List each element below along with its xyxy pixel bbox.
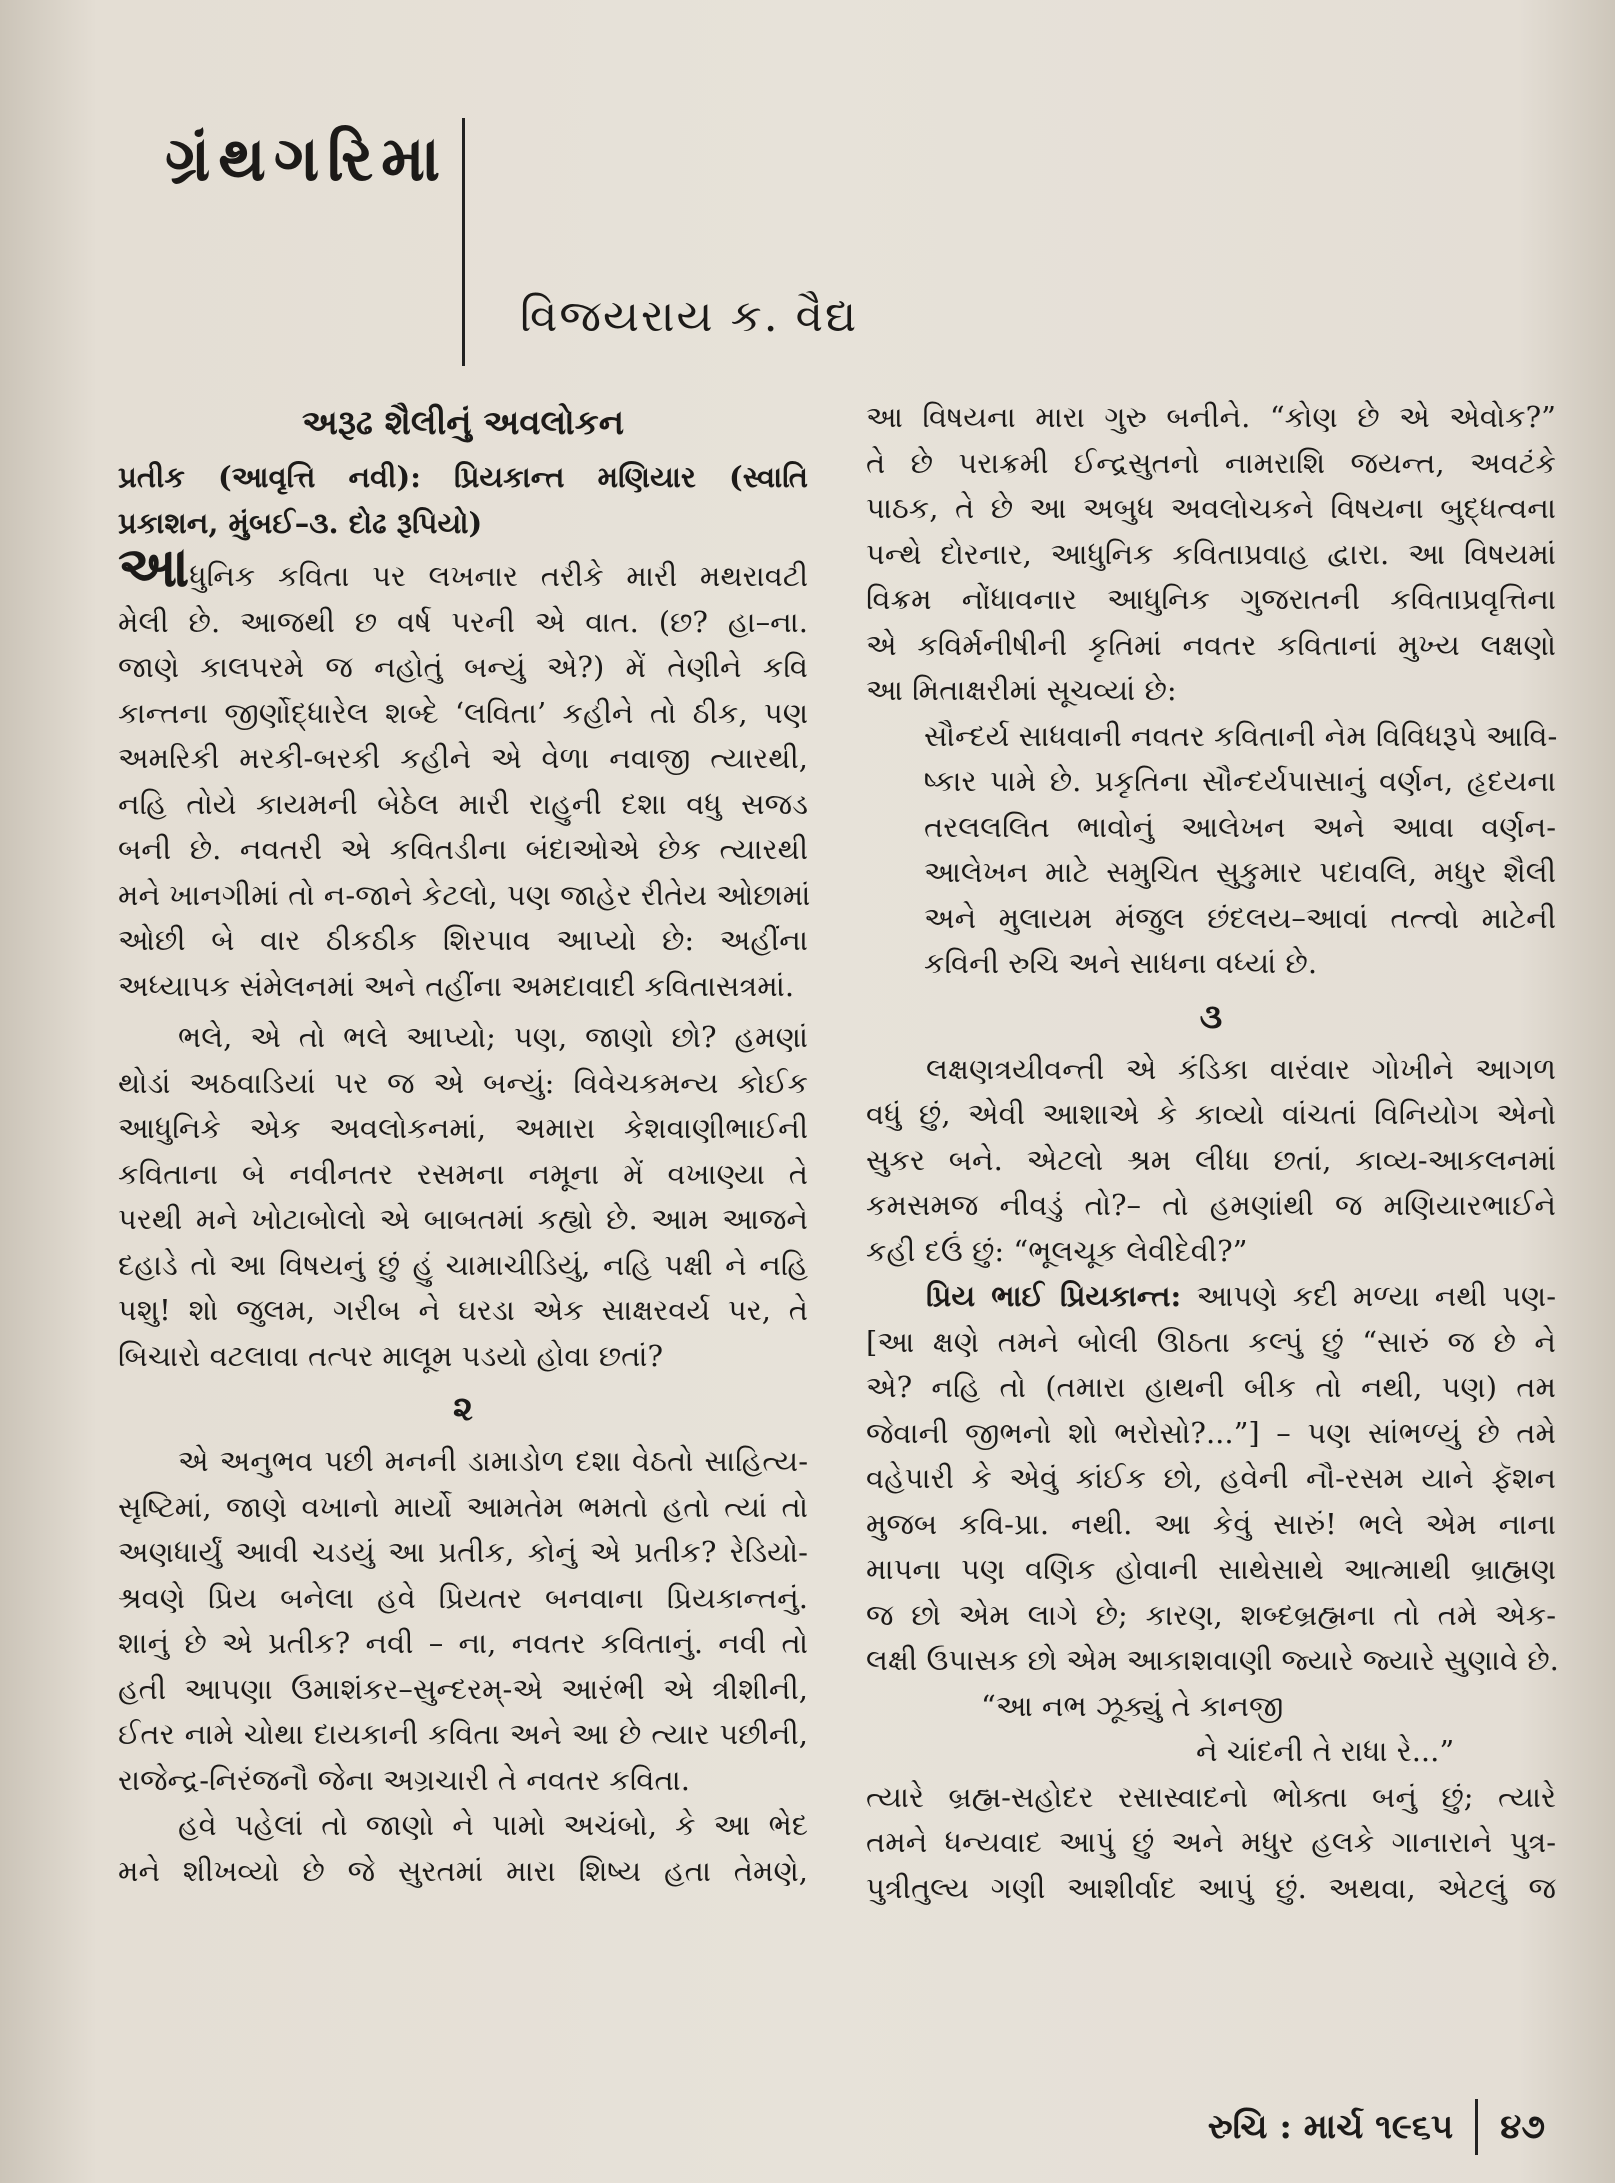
line-text: બિચારો વટલાવા તત્પર માલૂમ પડયો હોવા છતાં? bbox=[118, 1338, 664, 1373]
drop-cap: આ bbox=[118, 534, 190, 600]
left-column bbox=[118, 395, 811, 1894]
line-text: ધુનિક કવિતા પર લખનાર તરીકે મારી મથરાવટી bbox=[189, 559, 808, 593]
text-line bbox=[118, 1485, 808, 1531]
article-title: અરૂઢ શૈલીનું અવલોકન bbox=[301, 403, 625, 443]
page-footer bbox=[1208, 2099, 1545, 2155]
line-text: નહિ તોયે કાયમની બેઠેલ મારી રાહુની દશા વધુ સજડ bbox=[118, 786, 808, 821]
line-text: આલેખન માટે સમુચિત સુકુમાર પદાવલિ, મધુર શૈલી bbox=[924, 855, 1556, 889]
line-text: મુજબ કવિ-પ્રા. નથી. આ કેવું સારું! ભલે એમ નાના bbox=[866, 1506, 1556, 1541]
line-text: અધ્યાપક સંમેલનમાં અને તહીંના અમદાવાદી કવિતાસત્રમાં. bbox=[118, 968, 795, 1003]
text-line bbox=[118, 1439, 808, 1485]
line-text: જ છો એમ લાગે છે; કારણ, શબ્દબ્રહ્મના તો તમે એક- bbox=[866, 1597, 1556, 1632]
line-text: સૌન્દર્ય સાધવાની નવતર કવિતાની નેમ વિવિધરૂપે આવિ- bbox=[924, 718, 1558, 753]
line-text: જેવાની જીભનો શો ભરોસો?...”] – પણ સાંભળ્યું છે તમે bbox=[866, 1415, 1556, 1450]
line-text: શ્રવણે પ્રિય બનેલા હવે પ્રિયતર બનવાના પ્રિયકાન્તનું. bbox=[118, 1580, 808, 1615]
line-text: ઈતર નામે ચોથા દાયકાની કવિતા અને આ છે ત્યાર પછીની, bbox=[118, 1717, 808, 1751]
text-line bbox=[118, 1015, 808, 1061]
text-line bbox=[866, 1638, 1559, 1684]
text-line bbox=[118, 600, 808, 646]
text-line bbox=[866, 441, 1556, 487]
text-line bbox=[118, 827, 808, 873]
line-text: લક્ષણત્રયીવન્તી એ કંડિકા વારંવાર ગોખીને આગળ bbox=[926, 1051, 1556, 1086]
text-line bbox=[866, 896, 1556, 942]
line-text: એ અનુભવ પછી મનની ડામાડોળ દશા વેઠતો સાહિત્ય- bbox=[178, 1444, 808, 1478]
text-line bbox=[866, 1729, 1556, 1775]
line-text: આ વિષયના મારા ગુરુ બનીને. “કોણ છે એ એવોક?” bbox=[866, 400, 1556, 434]
text-line bbox=[118, 1621, 808, 1667]
line-text: [આ ક્ષણે તમને બોલી ઊઠતા કલ્પું છું “સારું જ છે ને bbox=[866, 1324, 1556, 1359]
text-line bbox=[118, 1243, 808, 1289]
line-text: ષ્કાર પામે છે. પ્રકૃતિના સૌન્દર્યપાસાનું વર્ણન, હૃદયના bbox=[924, 764, 1556, 798]
line-text: થોડાં અઠવાડિયાં પર જ એ બન્યું: વિવેચકમન્ય કોઈક bbox=[118, 1065, 808, 1100]
line-text: કવિતાના બે નવીનતર રસમના નમૂના મેં વખાણ્યા તે bbox=[118, 1156, 808, 1191]
line-text: મેલી છે. આજથી છ વર્ષ પરની એ વાત. (છ? હા–ના. bbox=[118, 604, 808, 639]
section-title: ગ્રંથગરિમા bbox=[165, 122, 449, 195]
text-line bbox=[866, 395, 1556, 441]
text-line bbox=[866, 714, 1556, 760]
text-line bbox=[118, 782, 808, 828]
text-line bbox=[866, 486, 1556, 532]
line-text: તમને ધન્યવાદ આપું છું અને મધુર હલકે ગાનારાને પુત્ર- bbox=[866, 1825, 1556, 1859]
line-text: તરલલલિત ભાવોનું આલેખન અને આવા વર્ણન- bbox=[924, 809, 1556, 844]
text-line bbox=[118, 1667, 808, 1713]
text-line bbox=[866, 1775, 1556, 1821]
text-line bbox=[866, 1229, 1556, 1275]
line-text: અને મુલાયમ મંજુલ છંદલય–આવાં તત્ત્વો માટેની bbox=[924, 900, 1556, 935]
text-line bbox=[118, 1106, 808, 1152]
text-line bbox=[866, 1138, 1556, 1184]
line-text: એ કવિર્મનીષીની કૃતિમાં નવતર કવિતાનાં મુખ્ય લક્ષણો bbox=[866, 627, 1556, 662]
section-number: ૩ bbox=[1199, 996, 1223, 1037]
line-text: “આ નભ ઝૂક્યું તે કાનજી bbox=[981, 1688, 1284, 1723]
text-line bbox=[866, 1684, 1556, 1730]
text-line bbox=[866, 1274, 1556, 1320]
text-line bbox=[866, 941, 1556, 987]
text-line bbox=[118, 918, 808, 964]
line-text: તે છે પરાક્રમી ઈન્દ્રસુતનો નામરાશિ જયન્ત, અવટંકે bbox=[866, 445, 1556, 480]
text-line bbox=[118, 1530, 808, 1576]
text-line bbox=[118, 1712, 808, 1758]
text-line bbox=[118, 691, 808, 737]
left-column-text bbox=[118, 455, 811, 1894]
text-line bbox=[866, 1502, 1556, 1548]
line-text: માપના પણ વણિક હોવાની સાથેસાથે આત્માથી બ્રાહ્મણ bbox=[866, 1552, 1556, 1586]
line-text: પન્થે દોરનાર, આધુનિક કવિતાપ્રવાહ દ્વારા. આ વિષયમાં bbox=[866, 536, 1556, 571]
text-line bbox=[866, 805, 1556, 851]
line-text: કમસમજ નીવડું તો?– તો હમણાંથી જ મણિયારભાઈને bbox=[866, 1188, 1556, 1222]
page-number: ૪૭ bbox=[1500, 2107, 1545, 2147]
line-text: આધુનિકે એક અવલોકનમાં, અમારા કેશવાણીભાઈની bbox=[118, 1111, 808, 1145]
text-line bbox=[118, 1849, 808, 1895]
right-column-text bbox=[866, 395, 1559, 1911]
footer-divider bbox=[1475, 2099, 1478, 2155]
text-line bbox=[118, 534, 808, 600]
line-text: દહાડે તો આ વિષયનું છું હું ચામાચીડિયું, નહિ પક્ષી ને નહિ bbox=[118, 1247, 808, 1282]
line-text: ભલે, એ તો ભલે આપ્યો; પણ, જાણો છો? હમણાં bbox=[178, 1020, 808, 1054]
line-text: હતી આપણા ઉમાશંકર–સુન્દરમ્-એ આરંભી એ ત્રીશીની, bbox=[118, 1671, 808, 1706]
line-text: પ્રતીક (આવૃત્તિ નવી): પ્રિયકાન્ત મણિયાર (સ્વાતિ bbox=[118, 460, 808, 494]
text-line bbox=[866, 623, 1556, 669]
text-line bbox=[866, 577, 1556, 623]
text-line bbox=[118, 1152, 808, 1198]
text-line bbox=[866, 1092, 1556, 1138]
line-text: આ મિતાક્ષરીમાં સૂચવ્યાં છે: bbox=[866, 673, 1177, 707]
line-text: કવિની રુચિ અને સાધના વધ્યાં છે. bbox=[924, 946, 1318, 980]
line-text: મને ખાનગીમાં તો ન-જાને કેટલો, પણ જાહેર રીતેય ઓછામાં bbox=[118, 877, 811, 912]
line-text: વધું છું, એવી આશાએ કે કાવ્યો વાંચતાં વિનિયોગ એનો bbox=[866, 1097, 1556, 1131]
text-line bbox=[866, 850, 1556, 896]
line-text: પાઠક, તે છે આ અબુધ અવલોચકને વિષયના બુદ્ધત્વના bbox=[866, 491, 1556, 525]
line-text: ને ચાંદની તે રાધા રે...” bbox=[1196, 1734, 1455, 1768]
text-line bbox=[118, 645, 808, 691]
text-line bbox=[866, 1820, 1556, 1866]
line-text: બની છે. નવતરી એ કવિતડીના બંદાઓએ છેક ત્યારથી bbox=[118, 832, 808, 866]
author-name: વિજયરાય ક. વૈદ્ય bbox=[520, 291, 859, 342]
text-line bbox=[866, 1456, 1556, 1502]
text-line bbox=[118, 1061, 808, 1107]
line-text: વહેપારી કે એવું કાંઈક છો, હવેની નૌ-રસમ યાને ફૅશન bbox=[866, 1461, 1556, 1495]
text-line bbox=[118, 873, 811, 919]
line-text: પ્રકાશન, મુંબઈ–૩. દોઢ રૂપિયો) bbox=[118, 505, 483, 540]
text-line bbox=[118, 736, 808, 782]
text-line bbox=[866, 1411, 1556, 1457]
right-column bbox=[866, 395, 1559, 1911]
line-text: ઓછી બે વાર ઠીકઠીક શિરપાવ આપ્યો છે: અહીંના bbox=[118, 923, 808, 957]
line-text: સુકર બને. એટલો શ્રમ લીધા છતાં, કાવ્ય-આકલનમાં bbox=[866, 1142, 1556, 1177]
line-text: લક્ષી ઉપાસક છો એમ આકાશવાણી જ્યારે જ્યારે સુણાવે છે. bbox=[866, 1643, 1559, 1677]
book-citation-line bbox=[118, 501, 808, 547]
line-text: કહી દઉં છું: “ભૂલચૂક લેવીદેવી?” bbox=[866, 1233, 1248, 1268]
masthead-divider bbox=[462, 118, 465, 366]
text-line bbox=[866, 1183, 1556, 1229]
line-text: અમરિકી મરકી-બરકી કહીને એ વેળા નવાજી ત્યારથી, bbox=[118, 741, 808, 775]
line-text: હવે પહેલાં તો જાણો ને પામો અચંબો, કે આ ભેદ bbox=[178, 1808, 808, 1842]
line-text: રાજેન્દ્ર-નિરંજનૌ જેના અગ્રચારી તે નવતર કવિતા. bbox=[118, 1762, 691, 1797]
line-text: કાન્તના જીર્ણોદ્ધારેલ શબ્દે ‘લવિતા’ કહીને તો ઠીક, પણ bbox=[118, 695, 808, 730]
line-text: શાનું છે એ પ્રતીક? નવી – ના, નવતર કવિતાનું. નવી તો bbox=[118, 1626, 808, 1660]
salutation: પ્રિય ભાઈ પ્રિયકાન્ત: bbox=[926, 1279, 1182, 1313]
line-text: આપણે કદી મળ્યા નથી પણ- bbox=[1181, 1279, 1556, 1313]
text-line bbox=[118, 1576, 808, 1622]
text-line bbox=[118, 1288, 808, 1334]
magazine-date: રુચિ : માર્ચ ૧૯૬૫ bbox=[1207, 2107, 1454, 2147]
line-text: અણધાર્યું આવી ચડયું આ પ્રતીક, કોનું એ પ્રતીક? રેડિયો- bbox=[118, 1535, 808, 1569]
text-line bbox=[118, 1334, 808, 1380]
line-text: વિક્રમ નોંધાવનાર આધુનિક ગુજરાતની કવિતાપ્રવૃત્તિના bbox=[866, 582, 1556, 616]
text-line bbox=[118, 1803, 808, 1849]
text-line bbox=[866, 1047, 1556, 1093]
line-text: પુત્રીતુલ્ય ગણી આશીર્વાદ આપું છું. અથવા, એટલું જ bbox=[866, 1870, 1556, 1905]
text-line bbox=[866, 759, 1556, 805]
text-line bbox=[866, 1547, 1556, 1593]
text-line bbox=[866, 1365, 1556, 1411]
text-line bbox=[866, 668, 1556, 714]
line-text: જાણે કાલપરમે જ નહોતું બન્યું એ?) મેં તેણીને કવિ bbox=[118, 650, 808, 684]
line-text: મને શીખવ્યો છે જે સુરતમાં મારા શિષ્ય હતા તેમણે, bbox=[118, 1853, 808, 1888]
line-text: એ? નહિ તો (તમારા હાથની બીક તો નથી, પણ) તમ bbox=[866, 1370, 1556, 1404]
text-line bbox=[118, 964, 808, 1010]
text-line bbox=[866, 1320, 1556, 1366]
text-line bbox=[866, 1593, 1556, 1639]
text-line bbox=[118, 1197, 808, 1243]
text-line bbox=[866, 532, 1556, 578]
line-text: પશુ! શો જુલમ, ગરીબ ને ઘરડા એક સાક્ષરવર્ય પર, તે bbox=[118, 1293, 808, 1327]
line-text: સૃષ્ટિમાં, જાણે વખાનો માર્યો આમતેમ ભમતો હતો ત્યાં તો bbox=[118, 1489, 808, 1524]
text-line bbox=[866, 1866, 1556, 1912]
line-text: પરથી મને ખોટાબોલો એ બાબતમાં કહ્યો છે. આમ આજને bbox=[118, 1202, 808, 1236]
book-citation-line bbox=[118, 455, 808, 501]
section-number: ૨ bbox=[453, 1389, 473, 1429]
line-text: ત્યારે બ્રહ્મ-સહોદર રસાસ્વાદનો ભોક્તા બનું છું; ત્યારે bbox=[866, 1779, 1556, 1814]
text-line bbox=[118, 1758, 808, 1804]
